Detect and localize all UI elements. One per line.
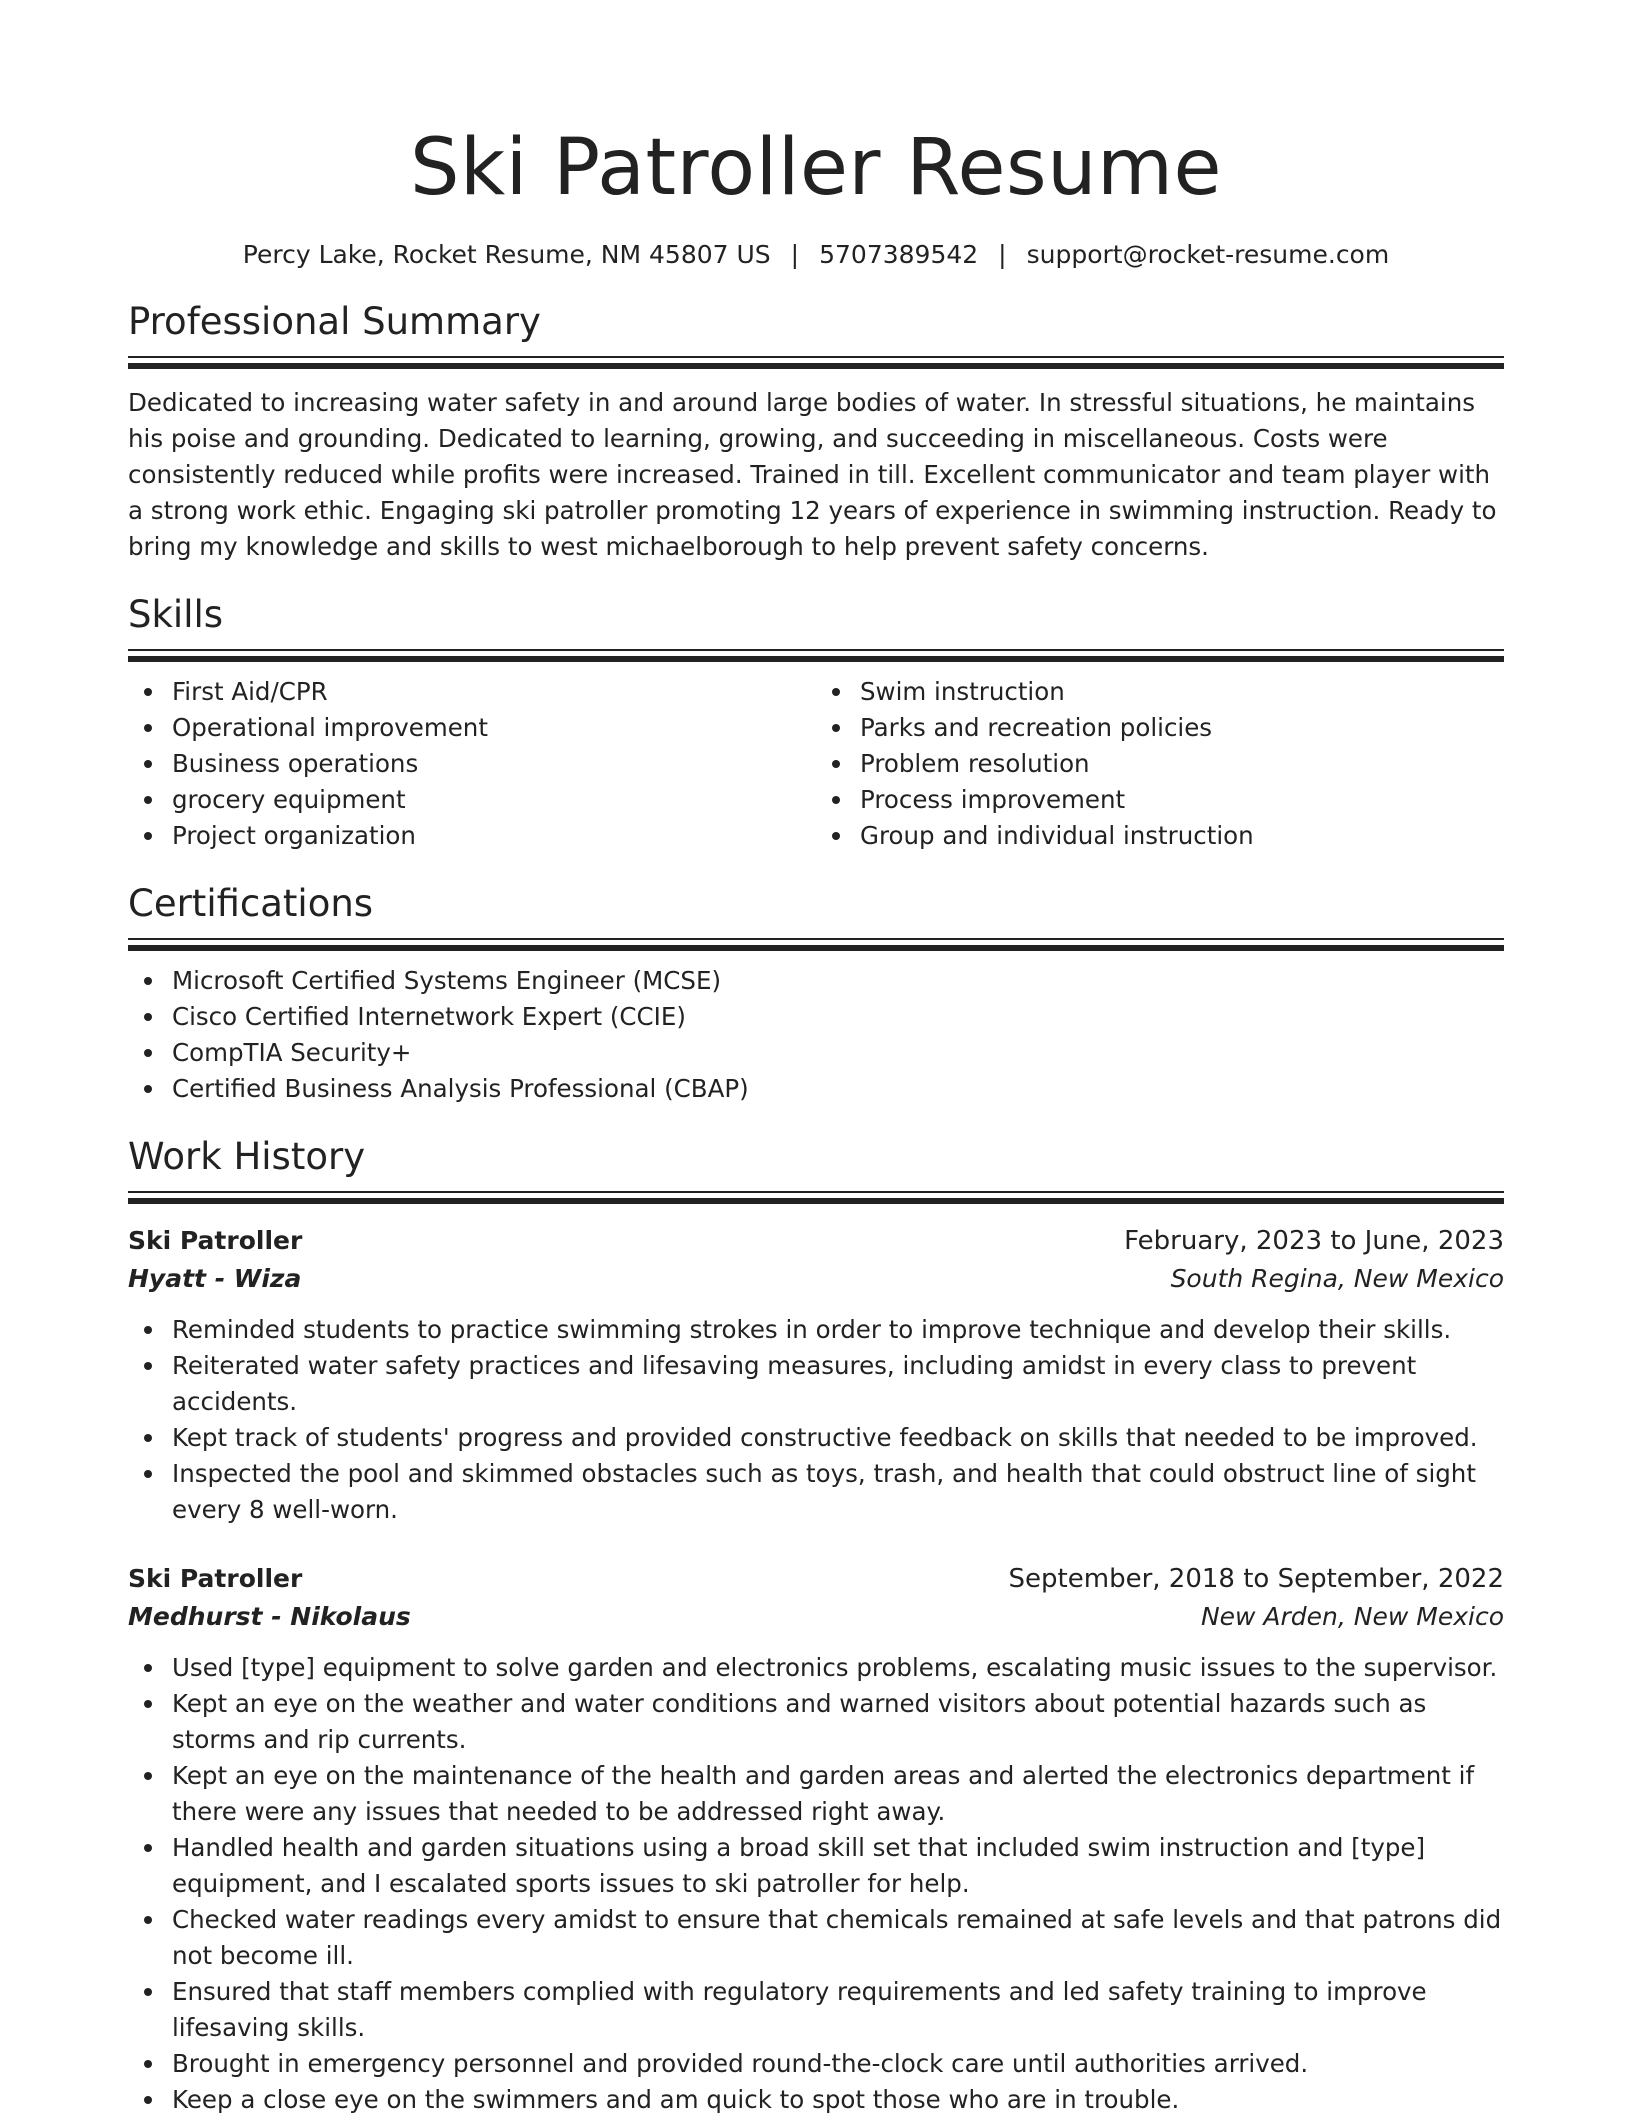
skills-list-left [128, 674, 816, 854]
certifications-list [128, 963, 1504, 1107]
job-duty-item: Kept track of students' progress and provided constructive feedback on skills that needed to be improved. [172, 1420, 1504, 1456]
job-duty-item: Brought in emergency personnel and provided round-the-clock care until authorities arrived. [172, 2046, 1504, 2082]
skill-item: Business operations [172, 746, 816, 782]
job-duty-item: Kept an eye on the weather and water conditions and warned visitors about potential hazards such as storms and rip currents. [172, 1686, 1504, 1758]
contact-phone: 5707389542 [819, 240, 979, 269]
job-duties-list [128, 1650, 1504, 2118]
job-duty-item: Inspected the pool and skimmed obstacles such as toys, trash, and health that could obstruct line of sight every 8 well-worn. [172, 1456, 1504, 1528]
skill-item: Process improvement [860, 782, 1504, 818]
skill-item: Parks and recreation policies [860, 710, 1504, 746]
certification-item: Microsoft Certified Systems Engineer (MCSE) [172, 963, 1504, 999]
skill-item: grocery equipment [172, 782, 816, 818]
certification-item: CompTIA Security+ [172, 1035, 1504, 1071]
summary-section [128, 298, 1504, 565]
job-company: Hyatt - Wiza [128, 1264, 302, 1293]
contact-address: Percy Lake, Rocket Resume, NM 45807 US [242, 240, 771, 269]
job-entry [128, 1222, 1504, 1528]
job-dates: February, 2023 to June, 2023 [1124, 1226, 1504, 1256]
job-company-row [128, 1260, 1504, 1298]
job-header-row [128, 1222, 1504, 1260]
section-divider [128, 356, 1504, 371]
contact-separator: | [790, 240, 800, 269]
certifications-section [128, 880, 1504, 1107]
job-duty-item: Ensured that staff members complied with regulatory requirements and led safety training to improve lifesaving skills. [172, 1974, 1504, 2046]
job-company: Medhurst - Nikolaus [128, 1602, 411, 1631]
section-divider [128, 938, 1504, 953]
job-dates: September, 2018 to September, 2022 [1008, 1564, 1504, 1594]
contact-email: support@rocket-resume.com [1026, 240, 1390, 269]
job-title: Ski Patroller [128, 1564, 303, 1593]
section-title-certifications: Certifications [128, 882, 374, 925]
section-divider [128, 649, 1504, 664]
certification-item: Cisco Certified Internetwork Expert (CCIE) [172, 999, 1504, 1035]
section-title-summary: Professional Summary [128, 300, 541, 343]
job-duty-item: Reminded students to practice swimming strokes in order to improve technique and develop their skills. [172, 1312, 1504, 1348]
job-header-row [128, 1560, 1504, 1598]
job-entry [128, 1560, 1504, 2118]
section-title-skills: Skills [128, 593, 224, 636]
job-duty-item: Kept an eye on the maintenance of the health and garden areas and alerted the electronics department if there were any issues that needed to be addressed right away. [172, 1758, 1504, 1830]
skill-item: Group and individual instruction [860, 818, 1504, 854]
skill-item: Project organization [172, 818, 816, 854]
job-duty-item: Keep a close eye on the swimmers and am quick to spot those who are in trouble. [172, 2082, 1504, 2118]
job-duty-item: Used [type] equipment to solve garden and electronics problems, escalating music issues to the supervisor. [172, 1650, 1504, 1686]
skill-item: Problem resolution [860, 746, 1504, 782]
job-title: Ski Patroller [128, 1226, 303, 1255]
job-duty-item: Checked water readings every amidst to ensure that chemicals remained at safe levels and that patrons did not become ill. [172, 1902, 1504, 1974]
skill-item: Operational improvement [172, 710, 816, 746]
skill-item: First Aid/CPR [172, 674, 816, 710]
section-divider [128, 1191, 1504, 1206]
skills-list-right [816, 674, 1504, 854]
skills-columns [128, 664, 1504, 854]
job-company-row [128, 1598, 1504, 1636]
job-duties-list [128, 1312, 1504, 1528]
job-duty-item: Reiterated water safety practices and lifesaving measures, including amidst in every class to prevent accidents. [172, 1348, 1504, 1420]
summary-text: Dedicated to increasing water safety in and around large bodies of water. In stressful situations, he maintains his poise and grounding. Dedicated to learning, growing, and succeeding in miscellaneous. Costs were consistently reduced while profits were increased. Trained in till. Excellent communicator and team player with a strong work ethic. Engaging ski patroller promoting 12 years of experience in swimming instruction. Ready to bring my knowledge and skills to west michaelborough to help prevent safety concerns. [128, 388, 1497, 561]
contact-line [128, 238, 1504, 272]
resume-page [128, 0, 1504, 2118]
job-location: South Regina, New Mexico [1170, 1264, 1504, 1293]
section-title-work-history: Work History [128, 1135, 366, 1178]
job-duty-item: Handled health and garden situations using a broad skill set that included swim instruction and [type] equipment, and I escalated sports issues to ski patroller for help. [172, 1830, 1504, 1902]
work-history-section [128, 1133, 1504, 2118]
job-location: New Arden, New Mexico [1200, 1602, 1504, 1631]
skills-section [128, 591, 1504, 854]
contact-separator: | [998, 240, 1007, 269]
resume-title: Ski Patroller Resume [409, 123, 1223, 213]
skill-item: Swim instruction [860, 674, 1504, 710]
certification-item: Certified Business Analysis Professional (CBAP) [172, 1071, 1504, 1107]
